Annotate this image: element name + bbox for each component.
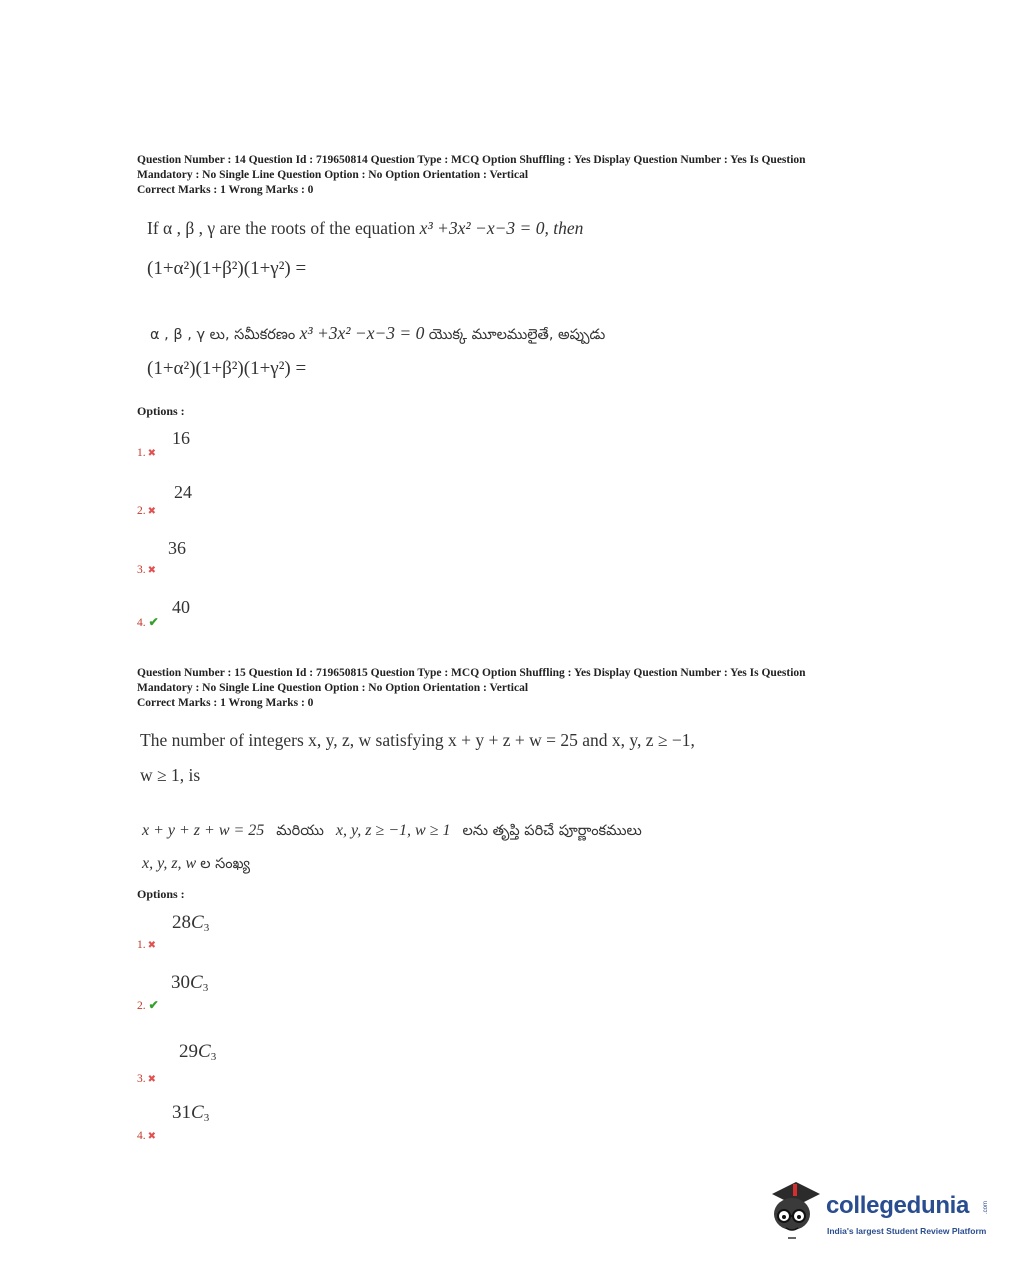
q15-option-3-value[interactable]: $29C_3$ xyxy=(179,1041,217,1063)
q15-meta-line2: Mandatory : No Single Line Question Option : No Option Orientation : Vertical xyxy=(137,682,529,694)
q14-en-equation: x³ +3x² −x−3 = 0, then xyxy=(419,218,584,238)
collegedunia-logo-icon xyxy=(766,1178,822,1242)
q14-meta-line3: Correct Marks : 1 Wrong Marks : 0 xyxy=(137,184,314,196)
q15-te-rest: లను తృప్తి పరిచే పూర్ణాంకములు xyxy=(462,823,642,839)
wrong-mark-icon: ✖ xyxy=(147,448,157,459)
q15-option-4-number: 4. ✖ xyxy=(137,1130,157,1142)
logo-tagline: India's largest Student Review Platform xyxy=(827,1226,987,1236)
q14-telugu-text xyxy=(150,323,605,347)
q14-option-1-value[interactable]: 16 xyxy=(172,428,190,448)
logo-com-suffix: .com xyxy=(983,1201,989,1215)
q14-option-2-value[interactable]: 24 xyxy=(174,482,192,502)
q15-option-2-number: 2. ✔ xyxy=(137,998,159,1012)
q14-expression: (1+α²)(1+β²)(1+γ²) = xyxy=(147,258,307,279)
q15-meta-line3: Correct Marks : 1 Wrong Marks : 0 xyxy=(137,697,314,709)
q15-english-line1: The number of integers x, y, z, w satisfying x + y + z + w = 25 and x, y, z ≥ −1, xyxy=(140,730,695,750)
q15-telugu-line2 xyxy=(142,855,250,876)
q15-te-and: మరియు xyxy=(276,823,324,839)
q15-option-2-value[interactable]: $30C_3$ xyxy=(171,972,209,994)
q15-te-count: ల సంఖ్య xyxy=(200,856,251,872)
q15-options-label: Options : xyxy=(137,887,185,901)
q14-option-4-number: 4. ✔ xyxy=(137,615,159,629)
wrong-mark-icon: ✖ xyxy=(147,1074,157,1085)
q15-option-3-number: 3. ✖ xyxy=(137,1073,157,1085)
wrong-mark-icon: ✖ xyxy=(147,1131,157,1142)
correct-check-icon: ✔ xyxy=(148,998,159,1012)
q14-te-rest: యొక్క మూలములైతే, అప్పుడు xyxy=(428,327,606,343)
q15-option-1-value[interactable]: $28C_3$ xyxy=(172,912,210,934)
q14-meta xyxy=(137,153,897,198)
q15-option-4-value[interactable]: $31C_3$ xyxy=(172,1102,210,1124)
q14-meta-line1: Question Number : 14 Question Id : 719650814 Question Type : MCQ Option Shuffling : Yes Display Question Number : Yes Is Question xyxy=(137,154,806,166)
q15-option-1-number: 1. ✖ xyxy=(137,939,157,951)
wrong-mark-icon: ✖ xyxy=(147,940,157,951)
q14-te-equation: x³ +3x² −x−3 = 0 xyxy=(299,323,425,343)
q14-english-text xyxy=(147,218,583,239)
q15-te-vars: x, y, z, w xyxy=(142,855,197,872)
q14-options-label: Options : xyxy=(137,404,185,418)
correct-check-icon: ✔ xyxy=(148,615,159,629)
wrong-mark-icon: ✖ xyxy=(147,565,157,576)
q15-te-eq: x + y + z + w = 25 xyxy=(142,822,265,839)
q15-telugu-line1 xyxy=(142,822,642,843)
q15-meta xyxy=(137,666,897,711)
q14-meta-line2: Mandatory : No Single Line Question Option : No Option Orientation : Vertical xyxy=(137,169,529,181)
wrong-mark-icon: ✖ xyxy=(147,506,157,517)
q15-english-line2: w ≥ 1, is xyxy=(140,765,201,785)
q14-option-3-number: 3. ✖ xyxy=(137,564,157,576)
q14-en-intro: If α , β , γ are the roots of the equation xyxy=(147,218,416,238)
q14-option-1-number: 1. ✖ xyxy=(137,447,157,459)
q14-expression-te: (1+α²)(1+β²)(1+γ²) = xyxy=(147,358,307,379)
q14-option-4-value[interactable]: 40 xyxy=(172,597,190,617)
q14-te-roots: α , β , γ లు, సమీకరణం xyxy=(150,327,296,343)
q15-te-cond: x, y, z ≥ −1, w ≥ 1 xyxy=(335,822,451,839)
q14-option-2-number: 2. ✖ xyxy=(137,505,157,517)
q15-meta-line1: Question Number : 15 Question Id : 719650815 Question Type : MCQ Option Shuffling : Yes Display Question Number : Yes Is Question xyxy=(137,667,806,679)
logo-wordmark: collegedunia xyxy=(826,1192,970,1219)
q14-option-3-value[interactable]: 36 xyxy=(168,538,186,558)
